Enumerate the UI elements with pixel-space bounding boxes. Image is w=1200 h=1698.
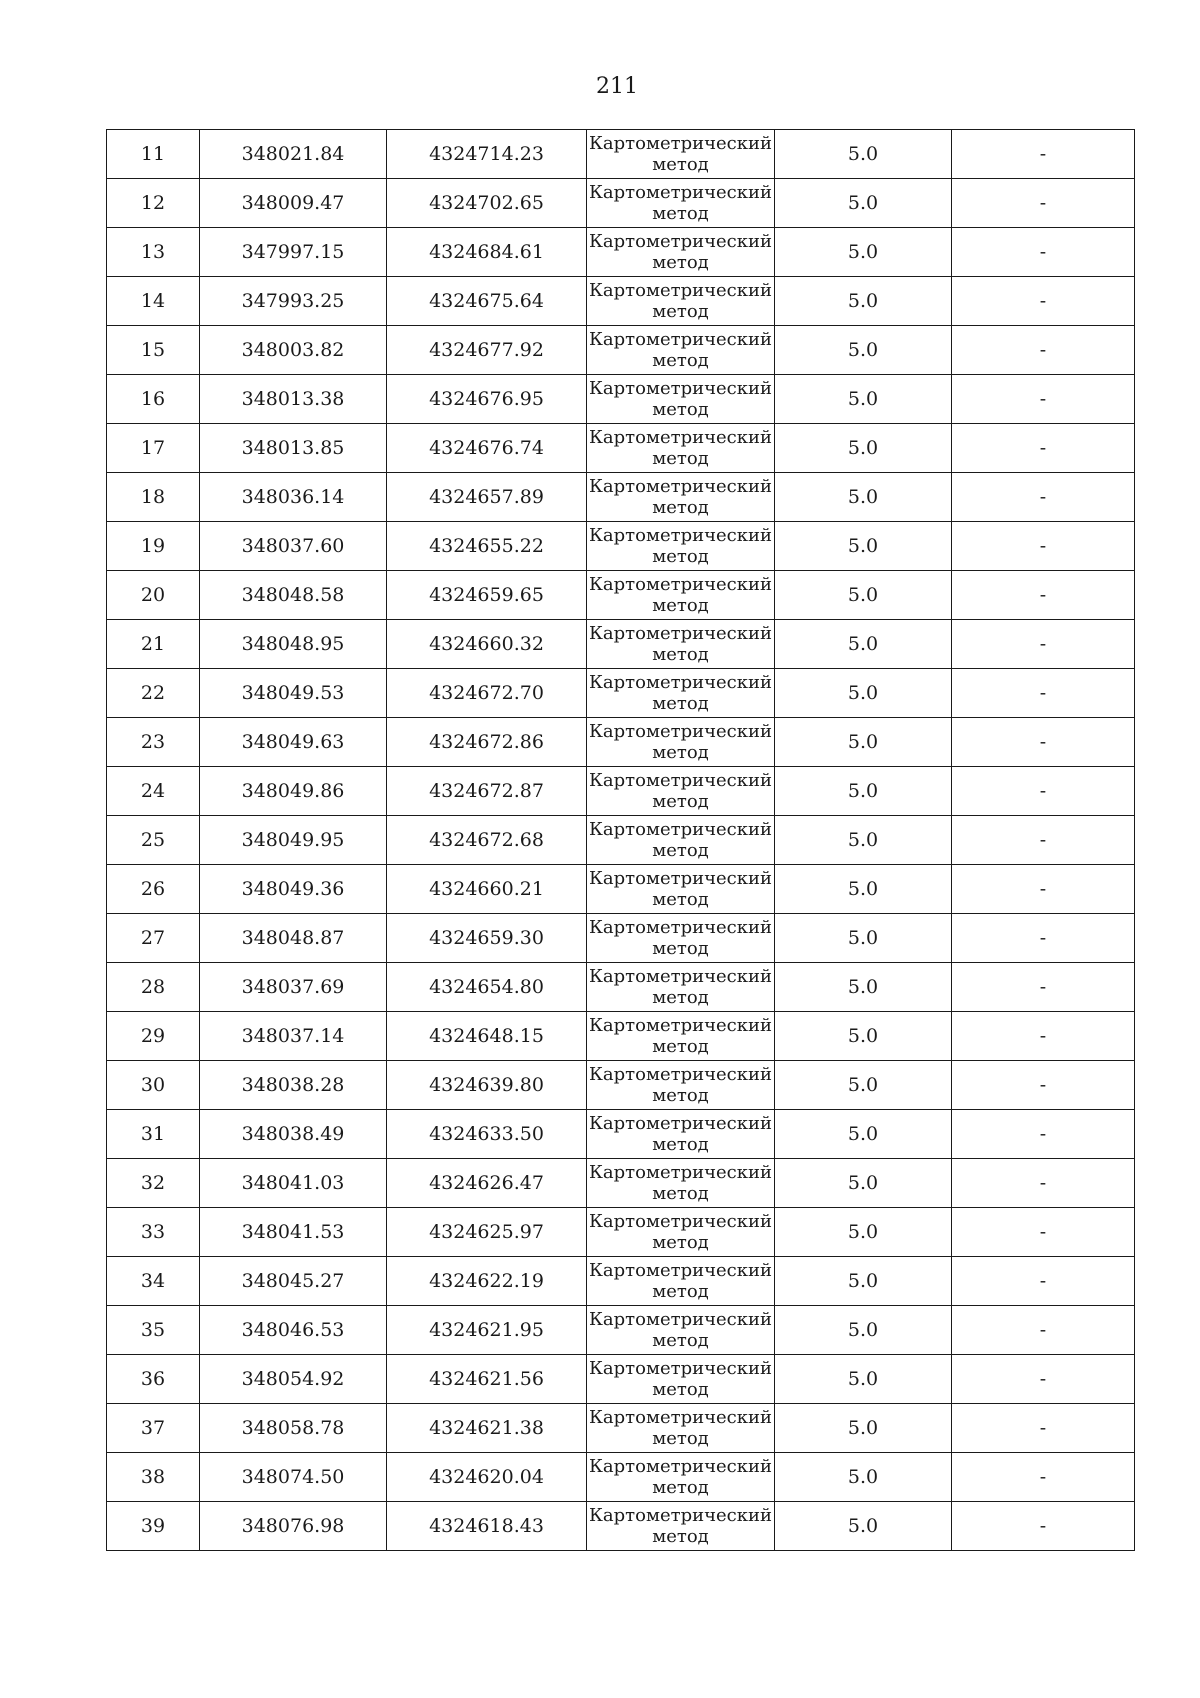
- x-coordinate-cell: 348076.98: [200, 1502, 387, 1551]
- table-row: [107, 816, 1135, 865]
- note-cell: -: [952, 1012, 1135, 1061]
- method-cell: Картометрический метод: [587, 571, 775, 620]
- x-coordinate-cell: 348037.69: [200, 963, 387, 1012]
- y-coordinate-cell: 4324672.68: [387, 816, 587, 865]
- note-cell: -: [952, 1159, 1135, 1208]
- table-row: [107, 130, 1135, 179]
- table-body: [107, 130, 1135, 1551]
- note-cell: -: [952, 571, 1135, 620]
- note-cell: -: [952, 375, 1135, 424]
- table-row: [107, 1110, 1135, 1159]
- note-cell: -: [952, 326, 1135, 375]
- note-cell: -: [952, 1355, 1135, 1404]
- point-number-cell: 29: [107, 1012, 200, 1061]
- method-cell: Картометрический метод: [587, 816, 775, 865]
- accuracy-cell: 5.0: [775, 1159, 952, 1208]
- point-number-cell: 27: [107, 914, 200, 963]
- point-number-cell: 33: [107, 1208, 200, 1257]
- point-number-cell: 37: [107, 1404, 200, 1453]
- table-row: [107, 424, 1135, 473]
- x-coordinate-cell: 348037.60: [200, 522, 387, 571]
- note-cell: -: [952, 1502, 1135, 1551]
- method-cell: Картометрический метод: [587, 277, 775, 326]
- method-cell: Картометрический метод: [587, 767, 775, 816]
- method-cell: Картометрический метод: [587, 1404, 775, 1453]
- x-coordinate-cell: 348041.03: [200, 1159, 387, 1208]
- accuracy-cell: 5.0: [775, 1404, 952, 1453]
- y-coordinate-cell: 4324676.74: [387, 424, 587, 473]
- note-cell: -: [952, 473, 1135, 522]
- note-cell: -: [952, 669, 1135, 718]
- y-coordinate-cell: 4324648.15: [387, 1012, 587, 1061]
- x-coordinate-cell: 348038.28: [200, 1061, 387, 1110]
- note-cell: -: [952, 1453, 1135, 1502]
- note-cell: -: [952, 1306, 1135, 1355]
- table-row: [107, 1159, 1135, 1208]
- table-row: [107, 571, 1135, 620]
- note-cell: -: [952, 1404, 1135, 1453]
- table-row: [107, 963, 1135, 1012]
- x-coordinate-cell: 348049.63: [200, 718, 387, 767]
- note-cell: -: [952, 277, 1135, 326]
- accuracy-cell: 5.0: [775, 914, 952, 963]
- accuracy-cell: 5.0: [775, 1502, 952, 1551]
- point-number-cell: 35: [107, 1306, 200, 1355]
- y-coordinate-cell: 4324621.38: [387, 1404, 587, 1453]
- accuracy-cell: 5.0: [775, 620, 952, 669]
- table-row: [107, 1355, 1135, 1404]
- y-coordinate-cell: 4324625.97: [387, 1208, 587, 1257]
- table-row: [107, 179, 1135, 228]
- table-row: [107, 1404, 1135, 1453]
- method-cell: Картометрический метод: [587, 1110, 775, 1159]
- table-row: [107, 1061, 1135, 1110]
- x-coordinate-cell: 348054.92: [200, 1355, 387, 1404]
- point-number-cell: 12: [107, 179, 200, 228]
- y-coordinate-cell: 4324620.04: [387, 1453, 587, 1502]
- accuracy-cell: 5.0: [775, 1453, 952, 1502]
- note-cell: -: [952, 424, 1135, 473]
- method-cell: Картометрический метод: [587, 1453, 775, 1502]
- x-coordinate-cell: 348049.36: [200, 865, 387, 914]
- point-number-cell: 32: [107, 1159, 200, 1208]
- method-cell: Картометрический метод: [587, 669, 775, 718]
- method-cell: Картометрический метод: [587, 326, 775, 375]
- accuracy-cell: 5.0: [775, 424, 952, 473]
- note-cell: -: [952, 130, 1135, 179]
- method-cell: Картометрический метод: [587, 424, 775, 473]
- y-coordinate-cell: 4324684.61: [387, 228, 587, 277]
- x-coordinate-cell: 348048.58: [200, 571, 387, 620]
- accuracy-cell: 5.0: [775, 473, 952, 522]
- point-number-cell: 18: [107, 473, 200, 522]
- point-number-cell: 24: [107, 767, 200, 816]
- table-row: [107, 620, 1135, 669]
- y-coordinate-cell: 4324654.80: [387, 963, 587, 1012]
- method-cell: Картометрический метод: [587, 1355, 775, 1404]
- method-cell: Картометрический метод: [587, 473, 775, 522]
- accuracy-cell: 5.0: [775, 1110, 952, 1159]
- coordinates-table: [106, 129, 1135, 1551]
- x-coordinate-cell: 348049.53: [200, 669, 387, 718]
- method-cell: Картометрический метод: [587, 1306, 775, 1355]
- note-cell: -: [952, 963, 1135, 1012]
- method-cell: Картометрический метод: [587, 963, 775, 1012]
- y-coordinate-cell: 4324672.86: [387, 718, 587, 767]
- table-row: [107, 1012, 1135, 1061]
- note-cell: -: [952, 718, 1135, 767]
- x-coordinate-cell: 348013.85: [200, 424, 387, 473]
- point-number-cell: 30: [107, 1061, 200, 1110]
- point-number-cell: 22: [107, 669, 200, 718]
- table-row: [107, 1257, 1135, 1306]
- table-row: [107, 228, 1135, 277]
- y-coordinate-cell: 4324621.95: [387, 1306, 587, 1355]
- method-cell: Картометрический метод: [587, 620, 775, 669]
- x-coordinate-cell: 348046.53: [200, 1306, 387, 1355]
- accuracy-cell: 5.0: [775, 375, 952, 424]
- point-number-cell: 26: [107, 865, 200, 914]
- accuracy-cell: 5.0: [775, 718, 952, 767]
- method-cell: Картометрический метод: [587, 1012, 775, 1061]
- note-cell: -: [952, 179, 1135, 228]
- y-coordinate-cell: 4324618.43: [387, 1502, 587, 1551]
- point-number-cell: 34: [107, 1257, 200, 1306]
- table-row: [107, 522, 1135, 571]
- y-coordinate-cell: 4324639.80: [387, 1061, 587, 1110]
- x-coordinate-cell: 348045.27: [200, 1257, 387, 1306]
- x-coordinate-cell: 348048.87: [200, 914, 387, 963]
- y-coordinate-cell: 4324621.56: [387, 1355, 587, 1404]
- point-number-cell: 21: [107, 620, 200, 669]
- point-number-cell: 31: [107, 1110, 200, 1159]
- y-coordinate-cell: 4324676.95: [387, 375, 587, 424]
- y-coordinate-cell: 4324655.22: [387, 522, 587, 571]
- note-cell: -: [952, 1110, 1135, 1159]
- accuracy-cell: 5.0: [775, 130, 952, 179]
- point-number-cell: 23: [107, 718, 200, 767]
- note-cell: -: [952, 816, 1135, 865]
- method-cell: Картометрический метод: [587, 179, 775, 228]
- note-cell: -: [952, 620, 1135, 669]
- y-coordinate-cell: 4324660.32: [387, 620, 587, 669]
- note-cell: -: [952, 1061, 1135, 1110]
- accuracy-cell: 5.0: [775, 326, 952, 375]
- table-row: [107, 669, 1135, 718]
- y-coordinate-cell: 4324660.21: [387, 865, 587, 914]
- method-cell: Картометрический метод: [587, 1502, 775, 1551]
- y-coordinate-cell: 4324714.23: [387, 130, 587, 179]
- table-row: [107, 1453, 1135, 1502]
- method-cell: Картометрический метод: [587, 130, 775, 179]
- accuracy-cell: 5.0: [775, 1012, 952, 1061]
- table-row: [107, 1208, 1135, 1257]
- x-coordinate-cell: 348013.38: [200, 375, 387, 424]
- note-cell: -: [952, 522, 1135, 571]
- x-coordinate-cell: 348036.14: [200, 473, 387, 522]
- x-coordinate-cell: 348003.82: [200, 326, 387, 375]
- x-coordinate-cell: 348021.84: [200, 130, 387, 179]
- method-cell: Картометрический метод: [587, 718, 775, 767]
- accuracy-cell: 5.0: [775, 816, 952, 865]
- table-row: [107, 718, 1135, 767]
- accuracy-cell: 5.0: [775, 228, 952, 277]
- accuracy-cell: 5.0: [775, 669, 952, 718]
- point-number-cell: 14: [107, 277, 200, 326]
- accuracy-cell: 5.0: [775, 1355, 952, 1404]
- y-coordinate-cell: 4324672.70: [387, 669, 587, 718]
- y-coordinate-cell: 4324659.30: [387, 914, 587, 963]
- y-coordinate-cell: 4324657.89: [387, 473, 587, 522]
- note-cell: -: [952, 865, 1135, 914]
- table-row: [107, 914, 1135, 963]
- accuracy-cell: 5.0: [775, 571, 952, 620]
- accuracy-cell: 5.0: [775, 277, 952, 326]
- accuracy-cell: 5.0: [775, 1257, 952, 1306]
- note-cell: -: [952, 767, 1135, 816]
- point-number-cell: 17: [107, 424, 200, 473]
- point-number-cell: 25: [107, 816, 200, 865]
- method-cell: Картометрический метод: [587, 1257, 775, 1306]
- x-coordinate-cell: 348049.86: [200, 767, 387, 816]
- x-coordinate-cell: 347993.25: [200, 277, 387, 326]
- page-number: 211: [596, 74, 638, 99]
- x-coordinate-cell: 348048.95: [200, 620, 387, 669]
- point-number-cell: 19: [107, 522, 200, 571]
- table-row: [107, 767, 1135, 816]
- method-cell: Картометрический метод: [587, 914, 775, 963]
- table-row: [107, 375, 1135, 424]
- method-cell: Картометрический метод: [587, 1159, 775, 1208]
- method-cell: Картометрический метод: [587, 1208, 775, 1257]
- y-coordinate-cell: 4324626.47: [387, 1159, 587, 1208]
- x-coordinate-cell: 348049.95: [200, 816, 387, 865]
- y-coordinate-cell: 4324702.65: [387, 179, 587, 228]
- point-number-cell: 39: [107, 1502, 200, 1551]
- point-number-cell: 13: [107, 228, 200, 277]
- method-cell: Картометрический метод: [587, 522, 775, 571]
- method-cell: Картометрический метод: [587, 228, 775, 277]
- table-row: [107, 1306, 1135, 1355]
- x-coordinate-cell: 348038.49: [200, 1110, 387, 1159]
- table-row: [107, 1502, 1135, 1551]
- table-row: [107, 277, 1135, 326]
- x-coordinate-cell: 348009.47: [200, 179, 387, 228]
- accuracy-cell: 5.0: [775, 1208, 952, 1257]
- x-coordinate-cell: 348074.50: [200, 1453, 387, 1502]
- note-cell: -: [952, 1208, 1135, 1257]
- accuracy-cell: 5.0: [775, 865, 952, 914]
- y-coordinate-cell: 4324633.50: [387, 1110, 587, 1159]
- method-cell: Картометрический метод: [587, 1061, 775, 1110]
- accuracy-cell: 5.0: [775, 1306, 952, 1355]
- point-number-cell: 36: [107, 1355, 200, 1404]
- accuracy-cell: 5.0: [775, 1061, 952, 1110]
- point-number-cell: 15: [107, 326, 200, 375]
- x-coordinate-cell: 348041.53: [200, 1208, 387, 1257]
- method-cell: Картометрический метод: [587, 375, 775, 424]
- point-number-cell: 38: [107, 1453, 200, 1502]
- x-coordinate-cell: 348058.78: [200, 1404, 387, 1453]
- point-number-cell: 20: [107, 571, 200, 620]
- table-row: [107, 865, 1135, 914]
- note-cell: -: [952, 914, 1135, 963]
- accuracy-cell: 5.0: [775, 963, 952, 1012]
- point-number-cell: 28: [107, 963, 200, 1012]
- accuracy-cell: 5.0: [775, 767, 952, 816]
- method-cell: Картометрический метод: [587, 865, 775, 914]
- point-number-cell: 11: [107, 130, 200, 179]
- x-coordinate-cell: 347997.15: [200, 228, 387, 277]
- table-row: [107, 326, 1135, 375]
- y-coordinate-cell: 4324677.92: [387, 326, 587, 375]
- y-coordinate-cell: 4324659.65: [387, 571, 587, 620]
- note-cell: -: [952, 228, 1135, 277]
- y-coordinate-cell: 4324672.87: [387, 767, 587, 816]
- table-row: [107, 473, 1135, 522]
- y-coordinate-cell: 4324675.64: [387, 277, 587, 326]
- note-cell: -: [952, 1257, 1135, 1306]
- accuracy-cell: 5.0: [775, 179, 952, 228]
- y-coordinate-cell: 4324622.19: [387, 1257, 587, 1306]
- x-coordinate-cell: 348037.14: [200, 1012, 387, 1061]
- accuracy-cell: 5.0: [775, 522, 952, 571]
- point-number-cell: 16: [107, 375, 200, 424]
